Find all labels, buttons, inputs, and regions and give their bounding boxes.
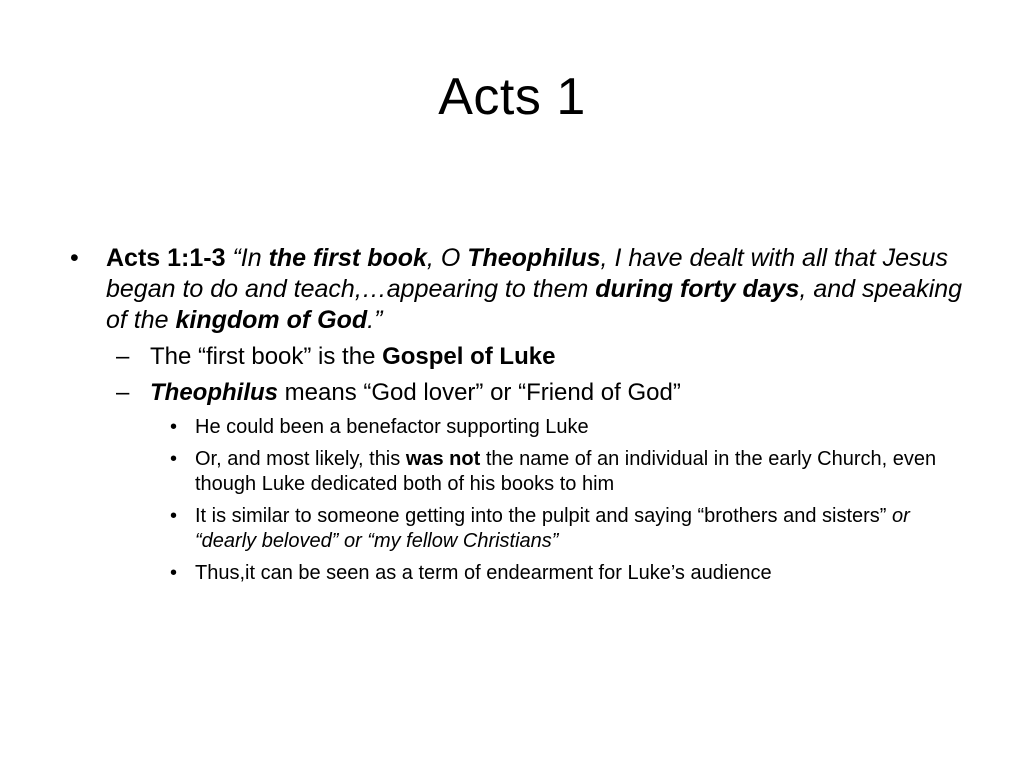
detail-text: He could been a benefactor supporting Luke [195,416,589,438]
theophilus-emphasis: Theophilus [150,379,278,406]
detail-text: the name of an individual in the early Church, even though Luke dedicated both of his books to him [195,448,937,495]
sub-bullet-theophilus-meaning [116,378,970,408]
dash-marker: – [116,343,130,370]
quote-part: “In [225,244,269,272]
quote-part: .” [367,306,383,334]
detail-bullet-benefactor [170,415,970,440]
detail-text: Thus,it can be seen as a term of endearment for Luke’s audience [195,562,772,584]
detail-text: It is similar to someone getting into the pulpit and saying “brothers and sisters” [195,505,893,527]
was-not-emphasis: was not [405,448,481,470]
detail-bullet-not-individual [170,447,970,497]
quote-emphasis-theophilus: Theophilus [467,244,601,272]
bullet-marker: • [170,505,178,527]
slide-title: Acts 1 [438,68,586,126]
sub-bullet-first-book [116,342,970,372]
dash-marker: – [116,379,130,406]
bullet-marker: • [170,562,178,584]
detail-text: Or, and most likely, this [195,448,406,470]
sub-bullet-text: means “God lover” or “Friend of God” [278,379,681,406]
sub-bullet-text: The “first book” is the [150,343,383,370]
detail-italic-text: or “dearly beloved” or “my fellow Christians” [195,505,910,552]
scripture-reference: Acts 1:1-3 [106,244,226,272]
gospel-of-luke-emphasis: Gospel of Luke [382,343,556,370]
quote-part: , I have dealt with all that Jesus began to do and teach,…appearing to them [106,244,948,303]
bullet-marker: • [170,416,178,438]
quote-emphasis-first-book: the first book [268,244,427,272]
quote-emphasis-forty-days: during forty days [595,275,800,303]
slide-body [70,243,970,586]
bullet-marker: • [170,448,178,470]
quote-part: , and speaking of the [106,275,963,334]
bullet-acts-1-1-3 [70,243,970,336]
quote-emphasis-kingdom-of-god: kingdom of God [175,306,368,334]
quote-part: , O [426,244,468,272]
detail-bullet-pulpit [170,504,970,554]
bullet-marker: • [70,244,79,272]
detail-bullet-endearment [170,561,970,586]
